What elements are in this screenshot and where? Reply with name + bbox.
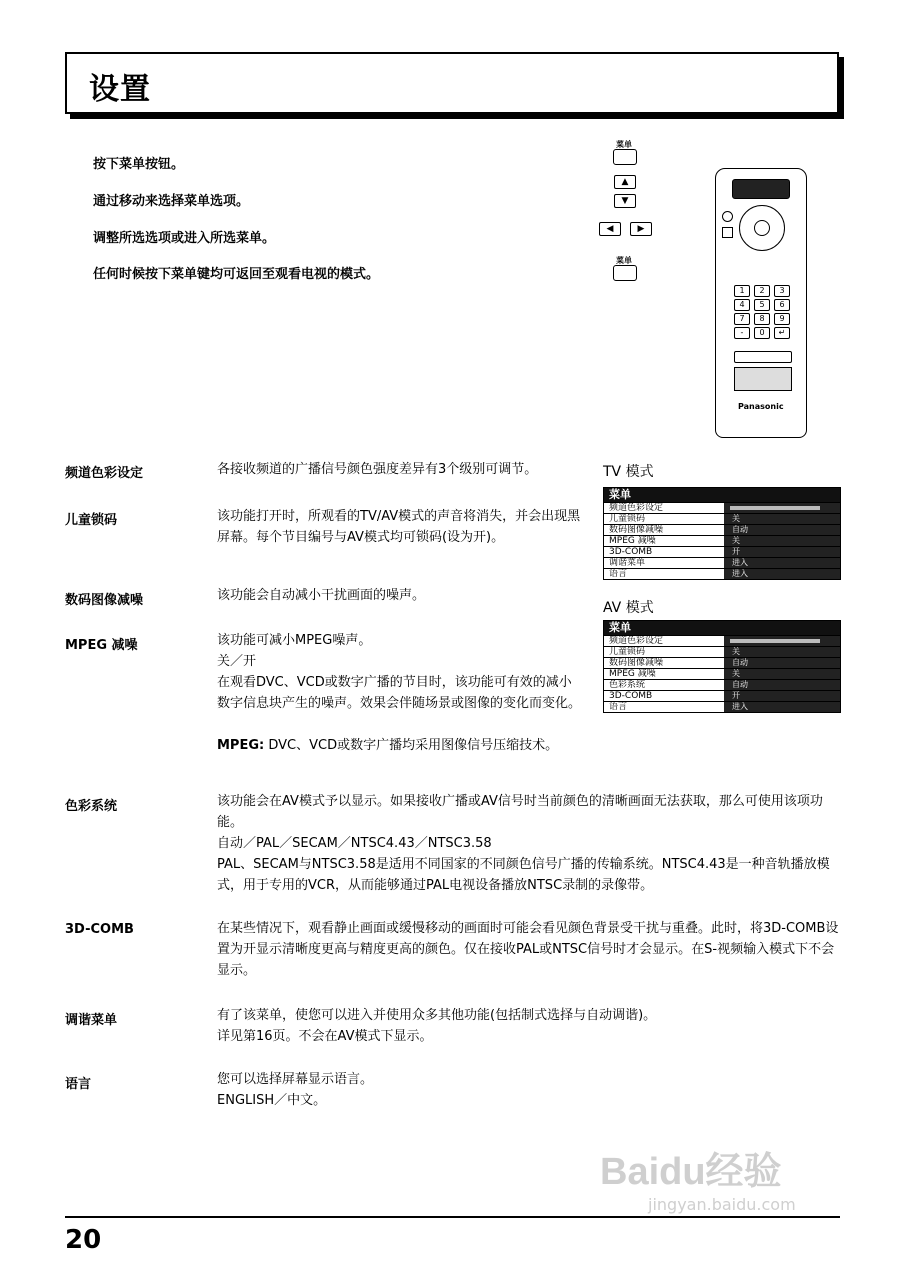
section-text-dnr: 该功能会自动减小干扰画面的噪声。 — [217, 588, 426, 603]
section-text-color: 各接收频道的广播信号颜色强度差异有3个级别可调节。 — [217, 462, 538, 477]
remote-side-button — [722, 211, 733, 222]
section-text-colorsystem-2: 自动／PAL／SECAM／NTSC4.43／NTSC3.58 — [217, 836, 492, 851]
av-menu-row-name: 数码图像减噪 — [604, 658, 724, 668]
remote-bottom-row — [734, 351, 792, 363]
color-slider-icon — [730, 639, 820, 643]
av-menu-row-value — [724, 636, 840, 646]
section-text-language-2: ENGLISH／中文。 — [217, 1093, 327, 1108]
remote-key: 9 — [774, 313, 790, 325]
section-label-language: 语言 — [65, 1077, 92, 1092]
left-arrow-key-icon: ◀ — [599, 222, 621, 236]
tv-menu-row-name: 调谐菜单 — [604, 558, 724, 568]
tv-mode-menu — [603, 487, 841, 580]
remote-key: 7 — [734, 313, 750, 325]
step-1: 按下菜单按钮。 — [93, 157, 185, 172]
tv-menu-row — [604, 535, 840, 546]
section-text-mpeg-2: 关／开 — [217, 654, 257, 669]
section-label-tuning: 调谐菜单 — [65, 1013, 118, 1028]
remote-key: 4 — [734, 299, 750, 311]
remote-control-icon — [715, 168, 807, 438]
tv-menu-row — [604, 557, 840, 568]
av-menu-row — [604, 668, 840, 679]
section-label-colorsystem: 色彩系统 — [65, 799, 118, 814]
section-text-tuning-1: 有了该菜单，使您可以进入并使用众多其他功能(包括制式选择与自动调谐)。 — [217, 1008, 657, 1023]
section-text-colorsystem-1: 该功能会在AV模式予以显示。如果接收广播或AV信号时当前颜色的清晰画面无法获取，那么可使用该项功能。 — [217, 794, 823, 830]
mpeg-note — [217, 735, 582, 756]
tv-menu-row-value — [724, 503, 840, 513]
section-label-dnr: 数码图像减噪 — [65, 593, 144, 608]
av-menu-row-name: 色彩系统 — [604, 680, 724, 690]
av-mode-label: AV 模式 — [603, 600, 654, 616]
av-menu-row-name: 儿童锁码 — [604, 647, 724, 657]
tv-menu-row — [604, 513, 840, 524]
tv-menu-row — [604, 502, 840, 513]
av-menu-row — [604, 635, 840, 646]
section-text-colorsystem-3: PAL、SECAM与NTSC3.58是适用不同国家的不同颜色信号广播的传输系统。NTSC4.43是一种音轨播放模式，用于专用的VCR，从而能够通过PAL电视设备播放NTSC录制的录像带。 — [217, 857, 830, 893]
tv-menu-row-value: 开 — [724, 547, 840, 557]
section-label-childlock: 儿童锁码 — [65, 513, 118, 528]
section-text-childlock: 该功能打开时，所观看的TV/AV模式的声音将消失，并会出现黑屏幕。每个节目编号与AV模式均可锁码(设为开)。 — [217, 509, 581, 545]
section-label-color: 频道色彩设定 — [65, 466, 144, 481]
tv-menu-row-name: 3D-COMB — [604, 547, 724, 557]
av-menu-row — [604, 657, 840, 668]
section-label-mpeg: MPEG 减噪 — [65, 638, 138, 653]
tv-menu-row — [604, 546, 840, 557]
av-menu-row-value: 进入 — [724, 702, 840, 712]
step-4: 任何时候按下菜单键均可返回至观看电视的模式。 — [93, 267, 380, 282]
title-box — [65, 52, 839, 114]
av-menu-row-value: 关 — [724, 669, 840, 679]
av-menu-row-name: 语言 — [604, 702, 724, 712]
menu-key-icon — [613, 149, 637, 165]
tv-menu-title: 菜单 — [609, 488, 631, 501]
tv-menu-row-name: 数码图像减噪 — [604, 525, 724, 535]
right-arrow-key-icon: ▶ — [630, 222, 652, 236]
remote-key: 1 — [734, 285, 750, 297]
av-menu-row — [604, 701, 840, 712]
av-menu-row-name: 频道色彩设定 — [604, 636, 724, 646]
remote-ok-button — [754, 220, 770, 236]
page-title: 设置 — [89, 72, 151, 107]
color-slider-icon — [730, 506, 820, 510]
menu-key-label: 菜单 — [616, 140, 632, 149]
tv-menu-row-name: 频道色彩设定 — [604, 503, 724, 513]
tv-menu-row-name: 儿童锁码 — [604, 514, 724, 524]
watermark-url: jingyan.baidu.com — [648, 1195, 796, 1214]
remote-side-button — [722, 227, 733, 238]
section-text-language-1: 您可以选择屏幕显示语言。 — [217, 1072, 374, 1087]
remote-key: 6 — [774, 299, 790, 311]
watermark — [600, 1140, 796, 1214]
tv-menu-row-value: 关 — [724, 514, 840, 524]
tv-menu-row-name: MPEG 减噪 — [604, 536, 724, 546]
av-menu-row-name: 3D-COMB — [604, 691, 724, 701]
section-label-comb: 3D-COMB — [65, 922, 134, 937]
av-menu-row — [604, 646, 840, 657]
av-mode-menu — [603, 620, 841, 713]
av-menu-row-value: 关 — [724, 647, 840, 657]
remote-key: 0 — [754, 327, 770, 339]
step-3: 调整所选选项或进入所选菜单。 — [93, 231, 276, 246]
tv-mode-label: TV 模式 — [603, 464, 654, 480]
remote-key: 3 — [774, 285, 790, 297]
av-menu-row — [604, 679, 840, 690]
section-text-mpeg-3: 在观看DVC、VCD或数字广播的节目时，该功能可有效的减小数字信息块产生的噪声。效果会伴随场景或图像的变化而变化。 — [217, 675, 582, 711]
tv-menu-row-value: 关 — [724, 536, 840, 546]
watermark-brand: Baidu经验 — [600, 1151, 782, 1193]
footer-rule — [65, 1216, 840, 1218]
remote-dpad-icon — [739, 205, 785, 251]
av-menu-row-name: MPEG 减噪 — [604, 669, 724, 679]
mpeg-note-text: DVC、VCD或数字广播均采用图像信号压缩技术。 — [268, 738, 559, 753]
tv-menu-row — [604, 568, 840, 579]
tv-menu-row-value: 进入 — [724, 558, 840, 568]
up-arrow-key-icon: ▲ — [614, 175, 636, 189]
remote-key: ↵ — [774, 327, 790, 339]
av-menu-row-value: 自动 — [724, 680, 840, 690]
remote-key: 8 — [754, 313, 770, 325]
remote-bottom-panel — [734, 367, 792, 391]
section-text-mpeg-1: 该功能可减小MPEG噪声。 — [217, 633, 372, 648]
av-menu-row-value: 开 — [724, 691, 840, 701]
down-arrow-key-icon: ▼ — [614, 194, 636, 208]
av-menu-title: 菜单 — [609, 621, 631, 634]
tv-menu-row-value: 自动 — [724, 525, 840, 535]
remote-key: - — [734, 327, 750, 339]
remote-top-buttons — [732, 179, 790, 199]
step-2: 通过移动来选择菜单选项。 — [93, 194, 250, 209]
tv-menu-row-value: 进入 — [724, 569, 840, 579]
mpeg-note-term: MPEG: — [217, 738, 265, 753]
remote-key: 5 — [754, 299, 770, 311]
remote-key: 2 — [754, 285, 770, 297]
menu-key-icon-2 — [613, 265, 637, 281]
remote-brand-logo: Panasonic — [738, 402, 784, 411]
section-text-tuning-2: 详见第16页。不会在AV模式下显示。 — [217, 1029, 433, 1044]
tv-menu-row — [604, 524, 840, 535]
av-menu-row — [604, 690, 840, 701]
page-number: 20 — [65, 1225, 102, 1255]
section-text-comb: 在某些情况下，观看静止画面或缓慢移动的画面时可能会看见颜色背景受干扰与重叠。此时，将3D-COMB设置为开显示清晰度更高与精度更高的颜色。仅在接收PAL或NTSC信号时才会显示。在S-视频输入模式下不会显示。 — [217, 921, 839, 978]
menu-key-label-2: 菜单 — [616, 256, 632, 265]
av-menu-row-value: 自动 — [724, 658, 840, 668]
tv-menu-row-name: 语言 — [604, 569, 724, 579]
